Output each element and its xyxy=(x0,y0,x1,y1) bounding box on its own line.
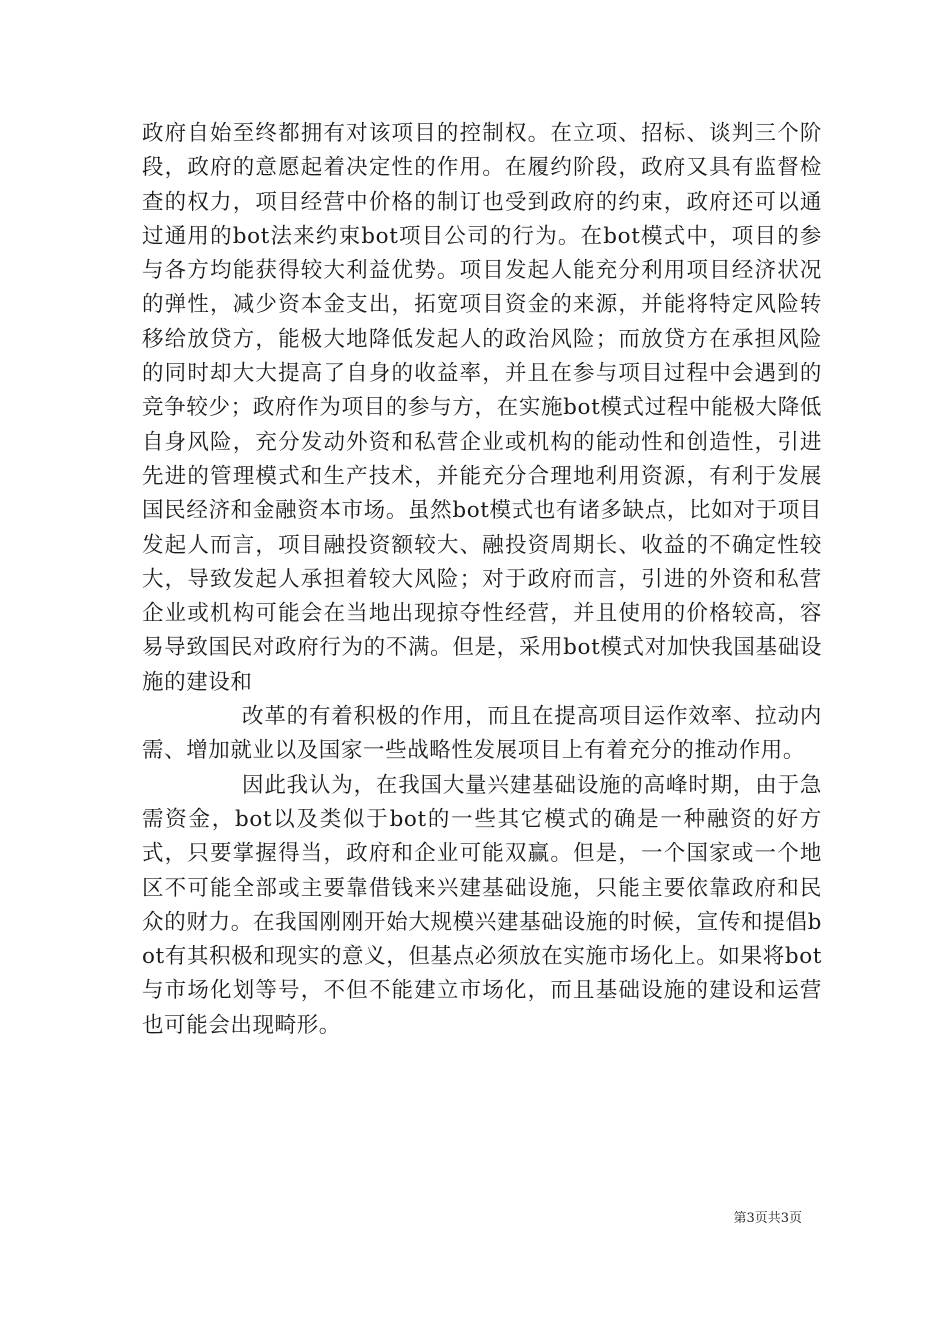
paragraph-1: 政府自始至终都拥有对该项目的控制权。在立项、招标、谈判三个阶段，政府的意愿起着决定性的作用。在履约阶段，政府又具有监督检查的权力，项目经营中价格的制订也受到政府的约束，政府还可以通过通用的bot法来约束bot项目公司的行为。在bot模式中，项目的参与各方均能获得较大利益优势。项目发起人能充分利用项目经济状况的弹性，减少资本金支出，拓宽项目资金的来源，并能将特定风险转移给放贷方，能极大地降低发起人的政治风险；而放贷方在承担风险的同时却大大提高了自身的收益率，并且在参与项目过程中会遇到的竞争较少；政府作为项目的参与方，在实施bot模式过程中能极大降低自身风险，充分发动外资和私营企业或机构的能动性和创造性，引进先进的管理模式和生产技术，并能充分合理地利用资源，有利于发展国民经济和金融资本市场。虽然bot模式也有诸多缺点，比如对于项目发起人而言，项目融投资额较大、融投资周期长、收益的不确定性较大，导致发起人承担着较大风险；对于政府而言，引进的外资和私营企业或机构可能会在当地出现掠夺性经营，并且使用的价格较高，容易导致国民对政府行为的不满。但是，采用bot模式对加快我国基础设施的建设和 xyxy=(142,121,822,695)
document-body xyxy=(142,117,822,1043)
paragraph-2: 改革的有着积极的作用，而且在提高项目运作效率、拉动内需、增加就业以及国家一些战略性发展项目上有着充分的推动作用。 xyxy=(142,704,822,764)
paragraph-3: 因此我认为，在我国大量兴建基础设施的高峰时期，由于急需资金，bot以及类似于bot的一些其它模式的确是一种融资的好方式，只要掌握得当，政府和企业可能双赢。但是，一个国家或一个地区不可能全部或主要靠借钱来兴建基础设施，只能主要依靠政府和民众的财力。在我国刚刚开始大规模兴建基础设施的时候，宣传和提倡bot有其积极和现实的意义，但基点必须放在实施市场化上。如果将bot与市场化划等号，不但不能建立市场化，而且基础设施的建设和运营也可能会出现畸形。 xyxy=(142,772,822,1038)
page-number-footer: 第3页共3页 xyxy=(733,1211,802,1226)
